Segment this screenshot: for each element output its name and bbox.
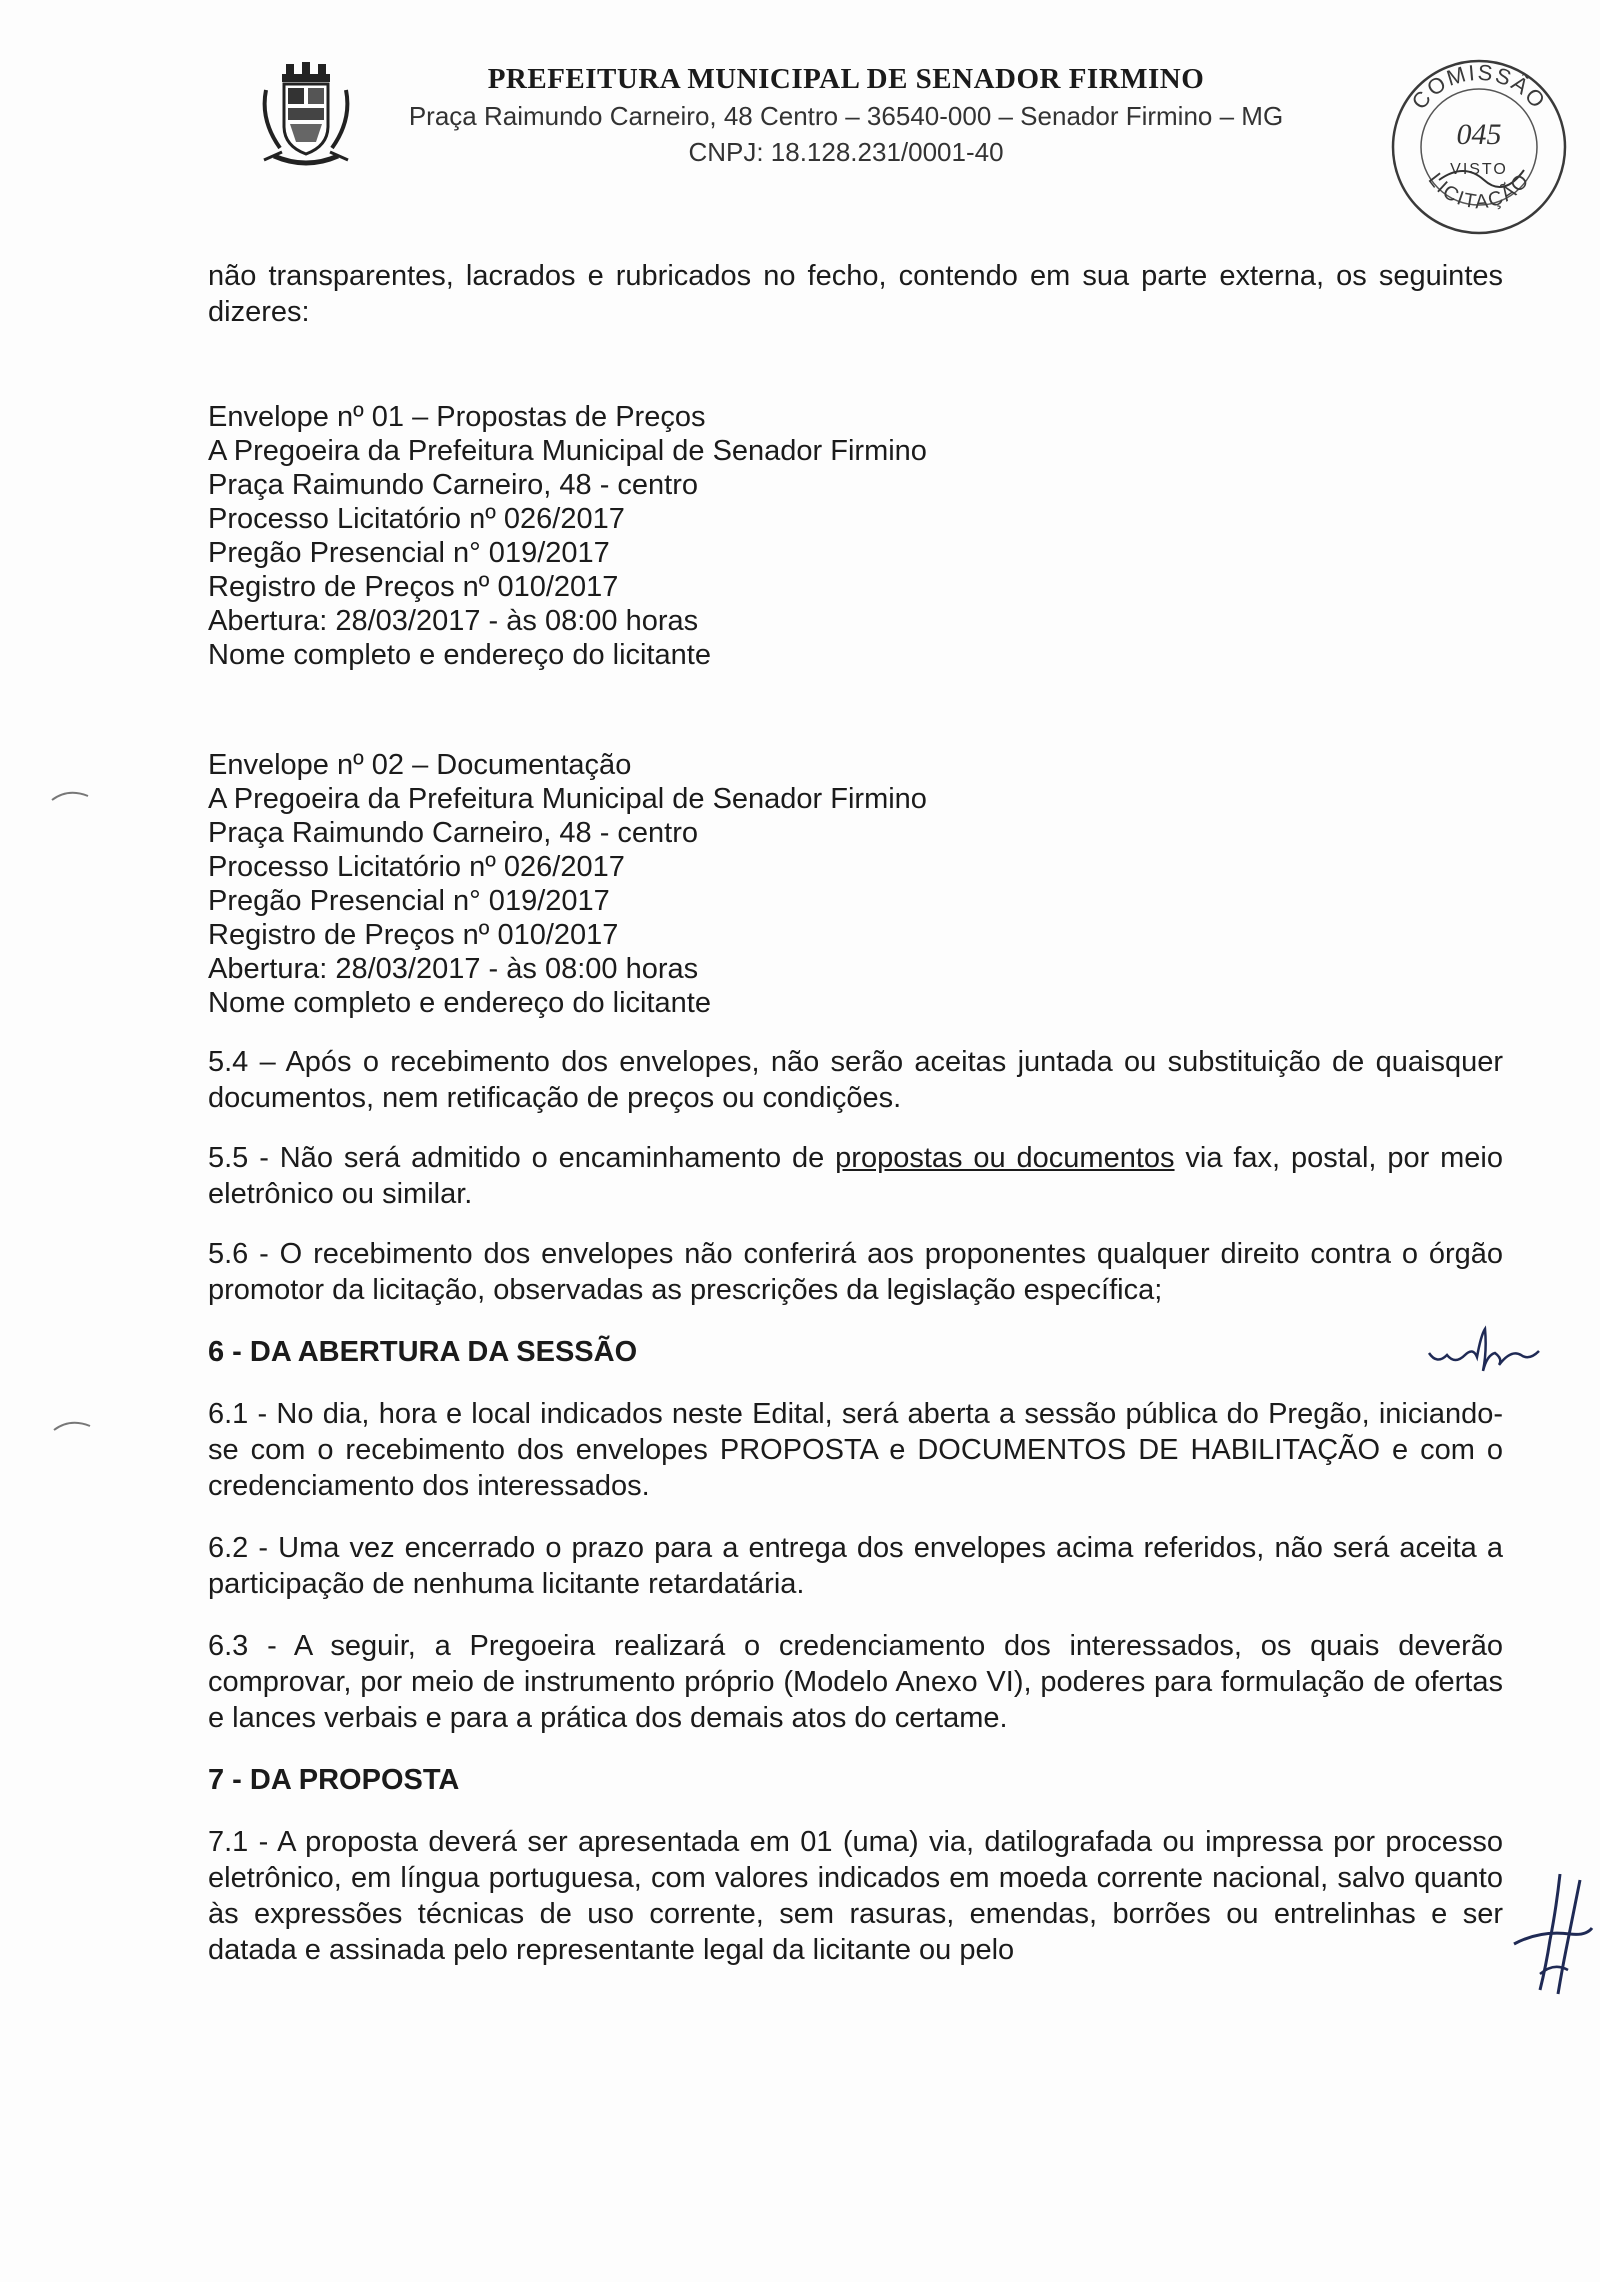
municipal-coat-of-arms-icon: [256, 60, 356, 172]
clause-5-6: 5.6 - O recebimento dos envelopes não conferirá aos proponentes qualquer direito contra o órgão promotor da licitação, observadas as prescrições da legislação específica;: [208, 1238, 1503, 1306]
envelope-2-line: A Pregoeira da Prefeitura Municipal de Senador Firmino: [208, 783, 927, 815]
clause-5-5: [208, 1140, 1503, 1212]
clause-5-5-text: 5.5 - Não será admitido o encaminhamento de: [208, 1142, 836, 1174]
envelope-2-line: Processo Licitatório nº 026/2017: [208, 851, 625, 883]
intro-paragraph: não transparentes, lacrados e rubricados no fecho, contendo em sua parte externa, os seguintes dizeres:: [208, 260, 1503, 328]
stamp-bottom-text: LICITAÇÃO: [1423, 168, 1535, 214]
handwritten-initials: [1425, 1325, 1545, 1385]
envelope-1-label-block: [208, 400, 1503, 672]
envelope-1-line: Abertura: 28/03/2017 - às 08:00 horas: [208, 605, 699, 637]
municipality-address: Praça Raimundo Carneiro, 48 Centro – 36540-000 – Senador Firmino – MG: [408, 101, 1284, 131]
envelope-1-line: Pregão Presencial n° 019/2017: [208, 537, 610, 569]
clause-5-5-underlined-text: propostas ou documentos: [835, 1142, 1175, 1174]
margin-mark: [50, 788, 90, 802]
handwritten-rubric: [1510, 1870, 1595, 2000]
envelope-2-line: Pregão Presencial n° 019/2017: [208, 885, 610, 917]
clause-6-2: 6.2 - Uma vez encerrado o prazo para a entrega dos envelopes acima referidos, não será aceita a participação de nenhuma licitante retardatária.: [208, 1532, 1503, 1600]
stamp-number: 045: [1456, 118, 1502, 151]
envelope-2-label-block: [208, 748, 1503, 1020]
municipality-name: PREFEITURA MUNICIPAL DE SENADOR FIRMINO: [487, 63, 1205, 95]
clause-6-1: 6.1 - No dia, hora e local indicados neste Edital, será aberta a sessão pública do Pregão, iniciando-se com o recebimento dos envelopes PROPOSTA e DOCUMENTOS DE HABILITAÇÃO e com o credenciamento dos interessados.: [208, 1398, 1503, 1502]
envelope-1-line: Envelope nº 01 – Propostas de Preços: [208, 401, 706, 433]
clause-5-4: 5.4 – Após o recebimento dos envelopes, não serão aceitas juntada ou substituição de quaisquer documentos, nem retificação de preços ou condições.: [208, 1046, 1503, 1114]
envelope-2-line: Nome completo e endereço do licitante: [208, 987, 711, 1019]
municipality-cnpj: CNPJ: 18.128.231/0001-40: [688, 137, 1004, 167]
clause-7-1: 7.1 - A proposta deverá ser apresentada em 01 (uma) via, datilografada ou impressa por processo eletrônico, em língua portuguesa, com valores indicados em moeda corrente nacional, salvo quanto às expressões técnicas de uso corrente, sem rasuras, emendas, borrões ou entrelinhas e ser datada e assinada pelo representante legal da licitante ou pelo: [208, 1826, 1503, 1966]
commission-stamp: [1384, 52, 1574, 242]
clause-6-3: 6.3 - A seguir, a Pregoeira realizará o credenciamento dos interessados, os quais deverão comprovar, por meio de instrumento próprio (Modelo Anexo VI), poderes para formulação de ofertas e lances verbais e para a prática dos demais atos do certame.: [208, 1630, 1503, 1734]
letterhead-text: [396, 60, 1296, 170]
envelope-1-line: A Pregoeira da Prefeitura Municipal de Senador Firmino: [208, 435, 927, 467]
svg-text:COMISSÃO: [1407, 60, 1552, 114]
clause-5-5-text: via fax, postal, por meio eletrônico ou similar.: [208, 1142, 1503, 1210]
envelope-1-line: Praça Raimundo Carneiro, 48 - centro: [208, 469, 699, 501]
letterhead: [256, 60, 1306, 170]
envelope-2-line: Envelope nº 02 – Documentação: [208, 749, 632, 781]
envelope-1-line: Nome completo e endereço do licitante: [208, 639, 711, 671]
envelope-1-line: Registro de Preços nº 010/2017: [208, 571, 619, 603]
margin-mark: [52, 1418, 92, 1432]
stamp-middle-text: VISTO: [1450, 161, 1508, 178]
document-body: [208, 258, 1503, 1968]
envelope-1-line: Processo Licitatório nº 026/2017: [208, 503, 625, 535]
stamp-top-text: COMISSÃO: [1406, 59, 1552, 115]
envelope-2-line: Registro de Preços nº 010/2017: [208, 919, 619, 951]
envelope-2-line: Abertura: 28/03/2017 - às 08:00 horas: [208, 953, 699, 985]
section-7-heading: 7 - DA PROPOSTA: [208, 1764, 460, 1796]
envelope-2-line: Praça Raimundo Carneiro, 48 - centro: [208, 817, 699, 849]
section-6-heading: 6 - DA ABERTURA DA SESSÃO: [208, 1336, 638, 1368]
